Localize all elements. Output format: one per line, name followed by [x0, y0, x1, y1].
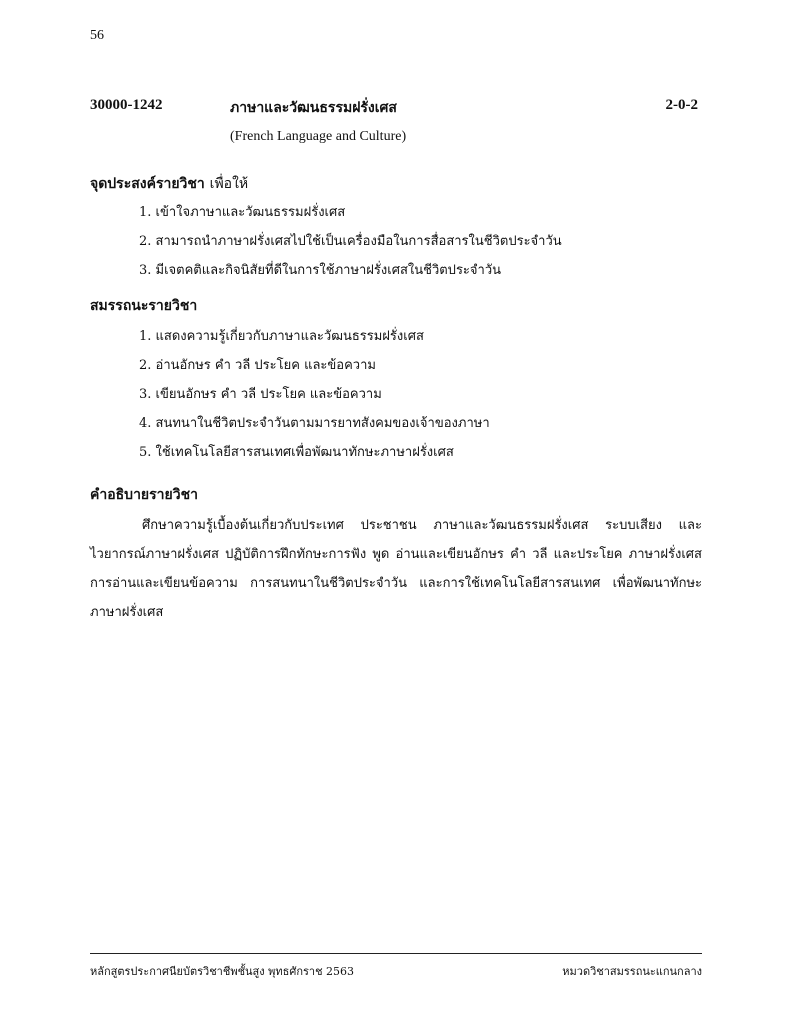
list-item: 4. สนทนาในชีวิตประจำวันตามมารยาทสังคมของเจ้าของภาษา — [139, 416, 490, 431]
list-item: 1. เข้าใจภาษาและวัฒนธรรมฝรั่งเศส — [139, 205, 346, 220]
objectives-heading-label: จุดประสงค์รายวิชา — [90, 176, 205, 192]
objectives-heading — [90, 173, 248, 195]
competencies-list — [139, 326, 490, 471]
list-item: 2. สามารถนำภาษาฝรั่งเศสไปใช้เป็นเครื่องมือในการสื่อสารในชีวิตประจำวัน — [139, 234, 562, 249]
course-header — [90, 97, 698, 119]
list-item: 3. มีเจตคติและกิจนิสัยที่ดีในการใช้ภาษาฝรั่งเศสในชีวิตประจำวัน — [139, 263, 502, 278]
footer-divider — [90, 953, 702, 954]
course-name-thai: ภาษาและวัฒนธรรมฝรั่งเศส — [230, 100, 397, 116]
footer-curriculum: หลักสูตรประกาศนียบัตรวิชาชีพชั้นสูง พุทธศักราช 2563 — [90, 965, 355, 978]
list-item: 3. เขียนอักษร คำ วลี ประโยค และข้อความ — [139, 387, 382, 402]
objectives-list — [139, 202, 562, 289]
course-code: 30000-1242 — [90, 97, 163, 113]
list-item: 1. แสดงความรู้เกี่ยวกับภาษาและวัฒนธรรมฝรั่งเศส — [139, 329, 424, 344]
list-item: 5. ใช้เทคโนโลยีสารสนเทศเพื่อพัฒนาทักษะภาษาฝรั่งเศส — [139, 445, 454, 460]
description-paragraph — [90, 511, 702, 627]
list-item: 2. อ่านอักษร คำ วลี ประโยค และข้อความ — [139, 358, 376, 373]
course-credits: 2-0-2 — [665, 97, 698, 113]
footer-category: หมวดวิชาสมรรถนะแกนกลาง — [562, 965, 702, 978]
description-text: ศึกษาความรู้เบื้องต้นเกี่ยวกับประเทศ ประชาชน ภาษาและวัฒนธรรมฝรั่งเศส ระบบเสียง และไวยากรณ์ภาษาฝรั่งเศส ปฏิบัติการฝึกทักษะการฟัง พูด อ่านและเขียนอักษร คำ วลี และประโยค ภาษาฝรั่งเศส การอ่านและเขียนข้อความ การสนทนาในชีวิตประจำวัน และการใช้เทคโนโลยีสารสนเทศ เพื่อพัฒนาทักษะภาษาฝรั่งเศส — [90, 518, 702, 620]
description-heading: คำอธิบายรายวิชา — [90, 487, 198, 503]
course-name-english: (French Language and Culture) — [230, 129, 407, 144]
competencies-heading: สมรรถนะรายวิชา — [90, 298, 198, 314]
objectives-heading-suffix: เพื่อให้ — [209, 176, 249, 192]
page-number: 56 — [90, 28, 104, 43]
